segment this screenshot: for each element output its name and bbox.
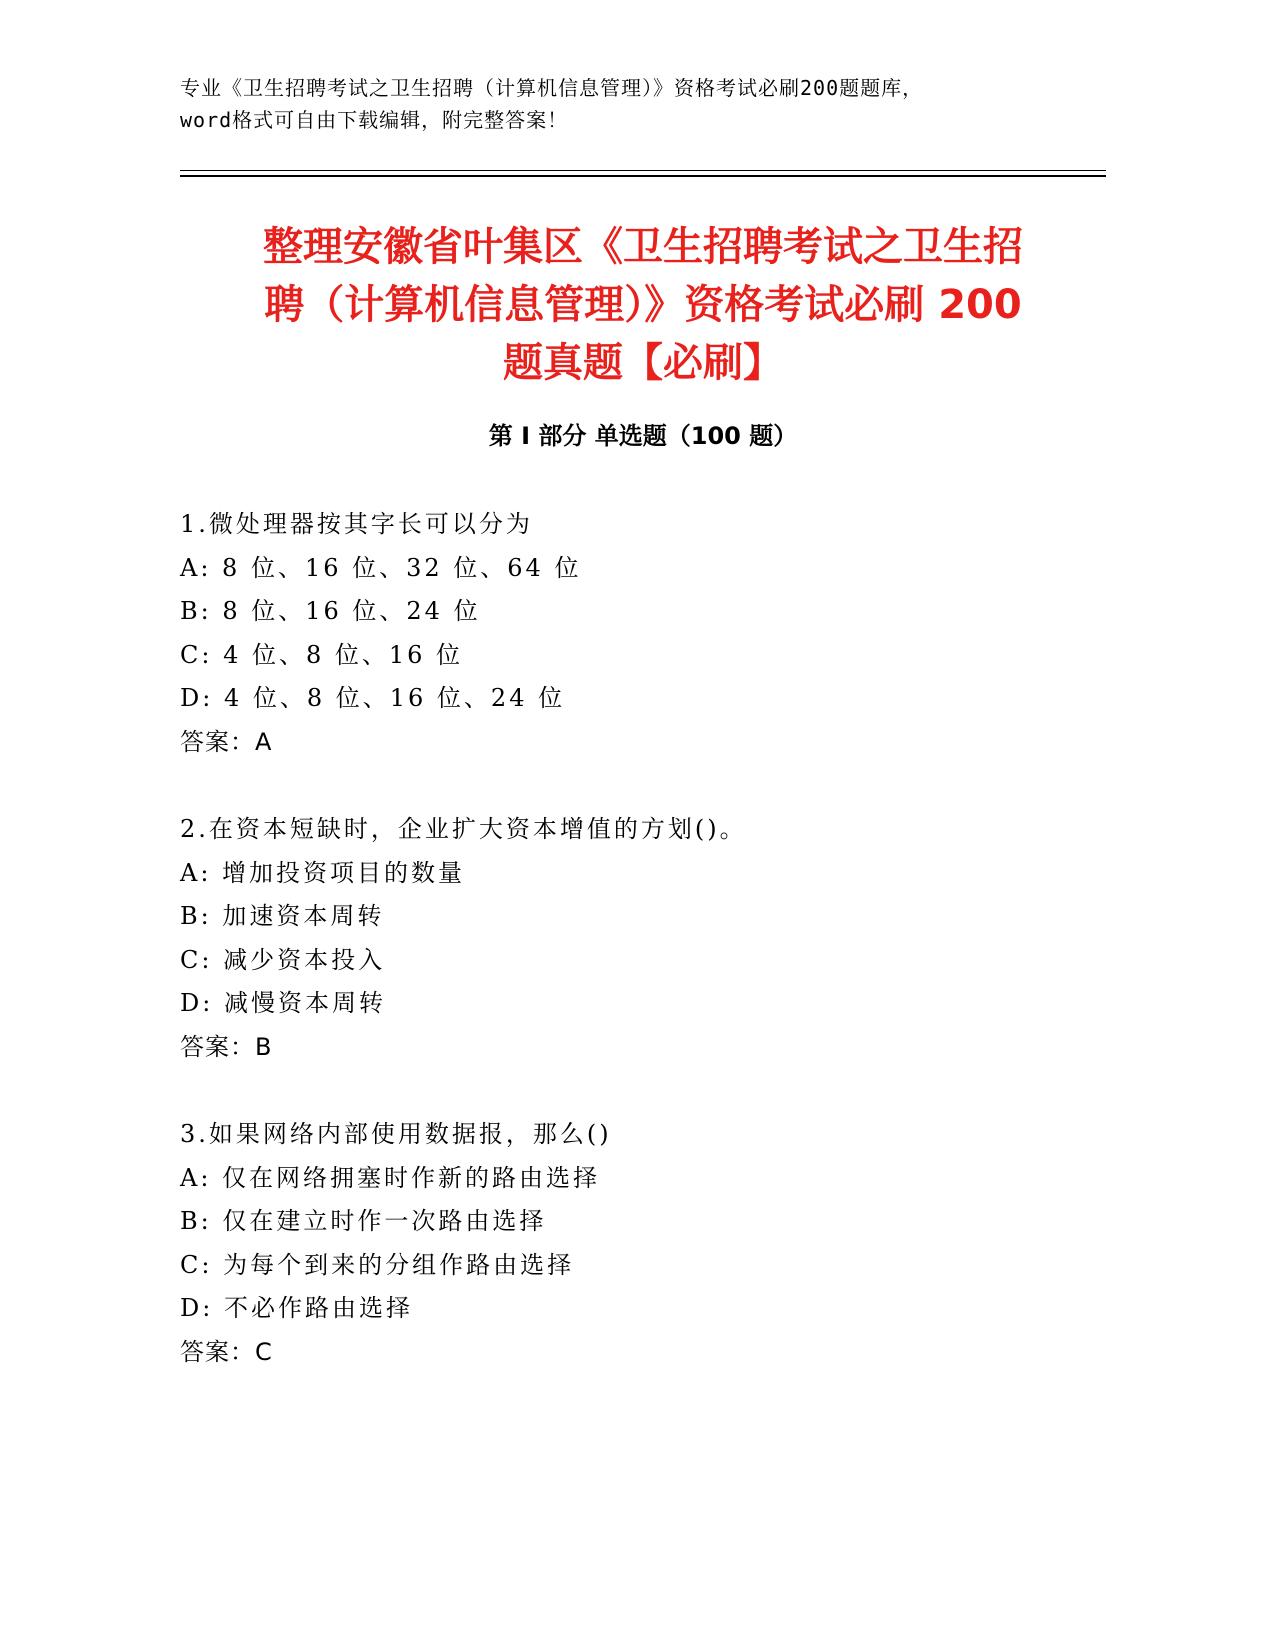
document-title (180, 218, 1106, 392)
option-b: B: 8 位、16 位、24 位 (180, 597, 481, 625)
header-divider-thick (180, 175, 1106, 177)
question-item (180, 1113, 1080, 1374)
option-b: B: 加速资本周转 (180, 902, 385, 930)
option-d: D: 4 位、8 位、16 位、24 位 (180, 684, 566, 712)
header-note-line-1: 专业《卫生招聘考试之卫生招聘（计算机信息管理）》资格考试必刷200题题库， (180, 76, 924, 100)
option-c: C: 4 位、8 位、16 位 (180, 640, 464, 669)
option-c: C: 为每个到来的分组作路由选择 (180, 1250, 575, 1279)
question-item (180, 503, 1080, 764)
question-item (180, 808, 1080, 1069)
answer-line: 答案：B (180, 1032, 273, 1061)
answer-line: 答案：C (180, 1337, 273, 1366)
document-title-line-2: 聘（计算机信息管理）》资格考试必刷 200 (264, 282, 1022, 328)
question-stem: 2.在资本短缺时，企业扩大资本增值的方划()。 (180, 815, 747, 843)
document-title-line-1: 整理安徽省叶集区《卫生招聘考试之卫生招 (263, 224, 1023, 270)
option-a: A: 8 位、16 位、32 位、64 位 (180, 553, 582, 582)
option-b: B: 仅在建立时作一次路由选择 (180, 1207, 547, 1235)
answer-line: 答案：A (180, 727, 273, 756)
header-divider-thin (180, 170, 1106, 171)
question-stem: 3.如果网络内部使用数据报，那么() (180, 1120, 612, 1148)
option-a: A: 仅在网络拥塞时作新的路由选择 (180, 1163, 601, 1192)
question-stem: 1.微处理器按其字长可以分为 (180, 510, 533, 538)
option-c: C: 减少资本投入 (180, 945, 386, 974)
section-heading: 第 I 部分 单选题（100 题） (488, 422, 798, 450)
option-d: D: 减慢资本周转 (180, 989, 386, 1017)
option-a: A: 增加投资项目的数量 (180, 858, 466, 887)
header-note (180, 72, 1100, 136)
header-note-line-2: word格式可自由下载编辑，附完整答案！ (180, 108, 569, 132)
option-d: D: 不必作路由选择 (180, 1294, 413, 1322)
document-title-line-3: 题真题【必刷】 (503, 340, 783, 386)
